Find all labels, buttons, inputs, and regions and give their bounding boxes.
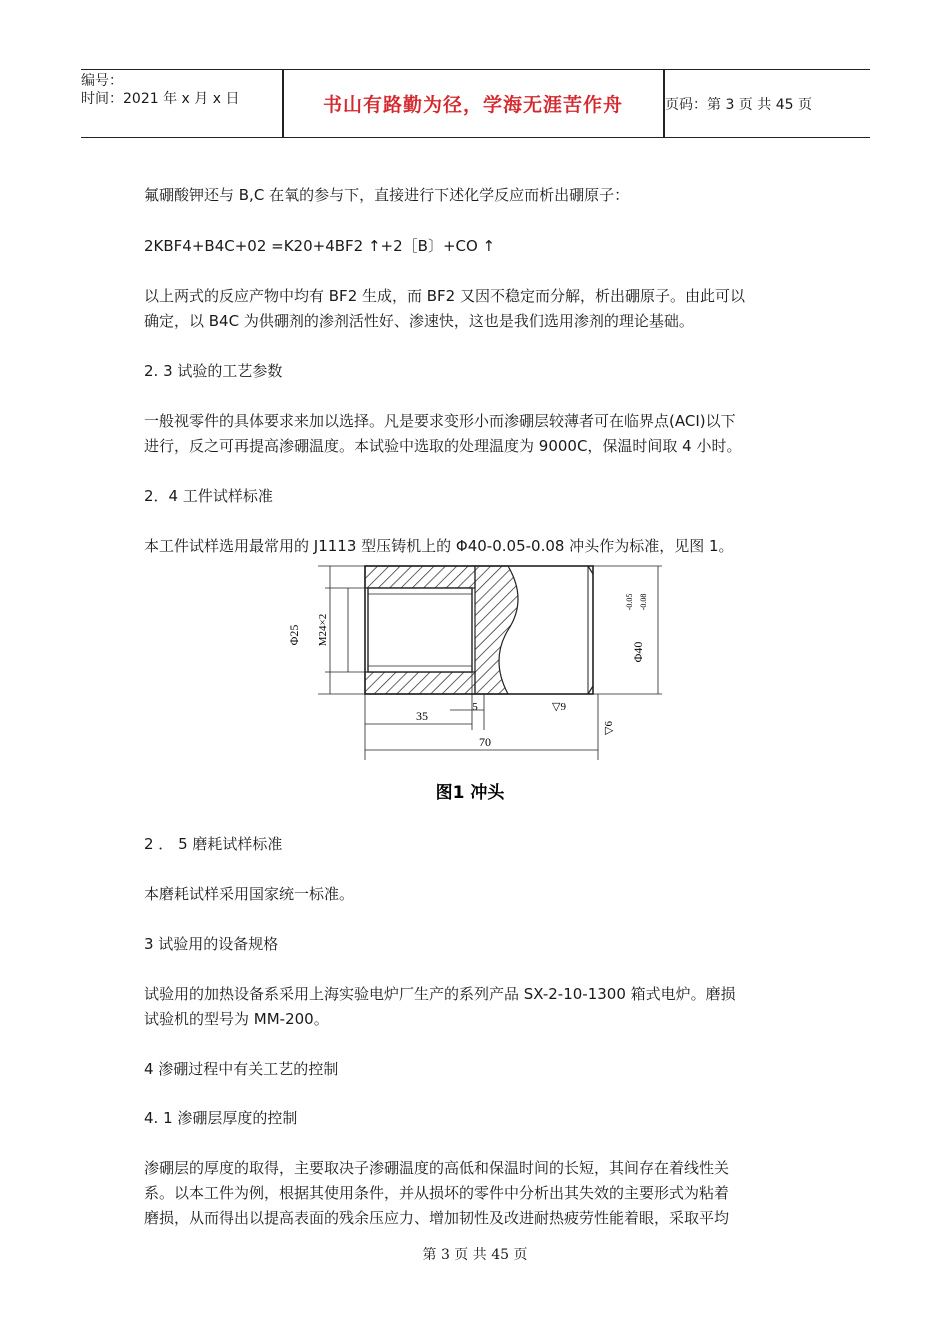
paragraph: 试验用的加热设备系采用上海实验电炉厂生产的系列产品 SX-2-10-1300 箱式电炉。磨损: [144, 985, 736, 1003]
paragraph: 本磨耗试样采用国家统一标准。: [144, 885, 355, 903]
equation: 2KBF4+B4C+02 =K20+4BF2 ↑+2［B〕+CO ↑: [144, 237, 496, 255]
section-heading: 4. 1 渗硼层厚度的控制: [144, 1109, 298, 1127]
header-page-cell: [665, 70, 870, 137]
bore: [368, 588, 472, 672]
paragraph: 以上两式的反应产物中均有 BF2 生成，而 BF2 又因不稳定而分解，析出硼原子。由此可以: [144, 287, 745, 305]
paragraph: 确定，以 B4C 为供硼剂的渗剂活性好、渗速快，这也是我们选用渗剂的理论基础。: [144, 312, 694, 330]
dim-thirtyfive: 35: [416, 709, 428, 723]
page-footer: 第 3 页 共 45 页: [422, 1247, 528, 1263]
paragraph: 系。以本工件为例，根据其使用条件，并从损坏的零件中分析出其失效的主要形式为粘着: [144, 1184, 730, 1202]
punch-drawing: [270, 560, 670, 810]
paragraph: 试验机的型号为 MM-200。: [144, 1010, 329, 1028]
page-header: [81, 69, 870, 138]
dim-d40: Φ40: [631, 641, 645, 663]
hatch-end: [475, 566, 518, 694]
section-heading: 2．4 工件试样标准: [144, 487, 273, 505]
section-heading: 3 试验用的设备规格: [144, 935, 279, 953]
paragraph: 本工件试样选用最常用的 J1113 型压铸机上的 Φ40-0.05-0.08 冲头作为标准，见图 1。: [144, 537, 734, 555]
time-label: 时间：2021 年 x 月 x 日: [81, 91, 240, 107]
header-motto-cell: [284, 70, 662, 137]
section-heading: 4 渗硼过程中有关工艺的控制: [144, 1060, 339, 1078]
dim-seventy: 70: [479, 735, 491, 749]
dim-tol-upper: -0.05: [625, 593, 634, 611]
dim-m24: M24×2: [317, 613, 329, 647]
paragraph: 渗硼层的厚度的取得，主要取决子渗硼温度的高低和保温时间的长短，其间存在着线性关: [144, 1159, 730, 1177]
punch-drawing-figure: [270, 560, 670, 810]
figure-caption: 图1 冲头: [435, 783, 505, 803]
dim-d25: Φ25: [287, 624, 301, 646]
dim-nine: ▽9: [552, 701, 566, 713]
section-heading: 2. 3 试验的工艺参数: [144, 362, 283, 380]
page-info: 页码：第 3 页 共 45 页: [665, 96, 812, 113]
section-heading: 2 ． 5 磨耗试样标准: [144, 835, 283, 853]
hatch-top: [365, 566, 475, 588]
hatch-bottom: [365, 672, 475, 694]
dim-tol-lower: -0.08: [639, 593, 648, 611]
paragraph: 磨损，从而得出以提高表面的残余压应力、增加韧性及改进耐热疲劳性能着眼，采取平均: [144, 1209, 730, 1227]
dim-five: 5: [472, 701, 478, 713]
paragraph: 氟硼酸钾还与 B,C 在氧的参与下，直接进行下述化学反应而析出硼原子：: [144, 186, 630, 204]
header-meta: [81, 70, 281, 139]
paragraph: 一般视零件的具体要求来加以选择。凡是要求变形小而渗硼层较薄者可在临界点(ACI)以下: [144, 412, 736, 430]
paragraph: 进行，反之可再提高渗硼温度。本试验中选取的处理温度为 9000C，保温时间取 4 小时。: [144, 437, 742, 455]
dim-six: ▽6: [603, 721, 615, 735]
header-motto: 书山有路勤为径，学海无涯苦作舟: [322, 94, 623, 116]
code-label: 编号：: [81, 73, 123, 89]
